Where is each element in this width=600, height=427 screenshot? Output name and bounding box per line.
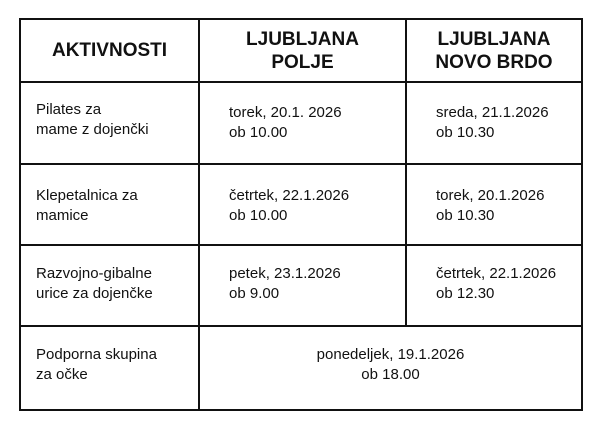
table-divider	[19, 163, 583, 165]
date: ponedeljek, 19.1.2026	[316, 346, 465, 363]
polje-date-cell	[229, 103, 342, 143]
novo-brdo-date-cell	[436, 103, 549, 143]
activity-name: Klepetalnica za	[36, 187, 138, 204]
polje-date-cell	[229, 264, 341, 304]
header-label: AKTIVNOSTI	[51, 40, 168, 61]
table-divider	[19, 81, 583, 83]
activity-name: Pilates za	[36, 101, 102, 118]
date: torek, 20.1.2026	[436, 187, 545, 204]
time: ob 18.00	[361, 366, 420, 383]
activity-name: mamice	[36, 207, 89, 224]
activity-cell	[36, 186, 138, 226]
activity-cell	[36, 264, 153, 304]
header-label: POLJE	[271, 51, 334, 73]
time: ob 10.00	[229, 207, 288, 224]
novo-brdo-date-cell	[436, 186, 544, 226]
polje-date-cell	[229, 186, 349, 226]
activity-name: Razvojno-gibalne	[36, 265, 152, 282]
date: sreda, 21.1.2026	[436, 104, 549, 121]
activity-name: mame z dojenčki	[36, 121, 149, 138]
activity-cell	[36, 345, 157, 385]
date: torek, 20.1. 2026	[229, 104, 342, 121]
time: ob 10.00	[229, 124, 288, 141]
time: ob 10.30	[436, 124, 495, 141]
header-activities	[21, 20, 198, 81]
header-label: LJUBLJANA	[437, 28, 551, 50]
table-divider	[19, 325, 583, 327]
table-border-right	[581, 18, 583, 411]
novo-brdo-date-cell	[436, 264, 556, 304]
header-label: NOVO BRDO	[435, 51, 553, 73]
date: četrtek, 22.1.2026	[229, 187, 350, 204]
activity-name: urice za dojenčke	[36, 285, 153, 302]
date: petek, 23.1.2026	[229, 265, 341, 282]
date: četrtek, 22.1.2026	[436, 265, 557, 282]
time: ob 9.00	[229, 285, 280, 302]
table-divider	[19, 244, 583, 246]
time: ob 10.30	[436, 207, 495, 224]
header-ljubljana-novo-brdo	[407, 20, 581, 81]
merged-date-cell	[200, 345, 581, 385]
header-label: LJUBLJANA	[246, 28, 359, 50]
table-border-bottom	[19, 409, 583, 411]
header-ljubljana-polje	[200, 20, 405, 81]
activity-name: za očke	[36, 366, 88, 383]
time: ob 12.30	[436, 285, 495, 302]
activity-name: Podporna skupina	[36, 346, 157, 363]
activity-cell	[36, 100, 149, 140]
